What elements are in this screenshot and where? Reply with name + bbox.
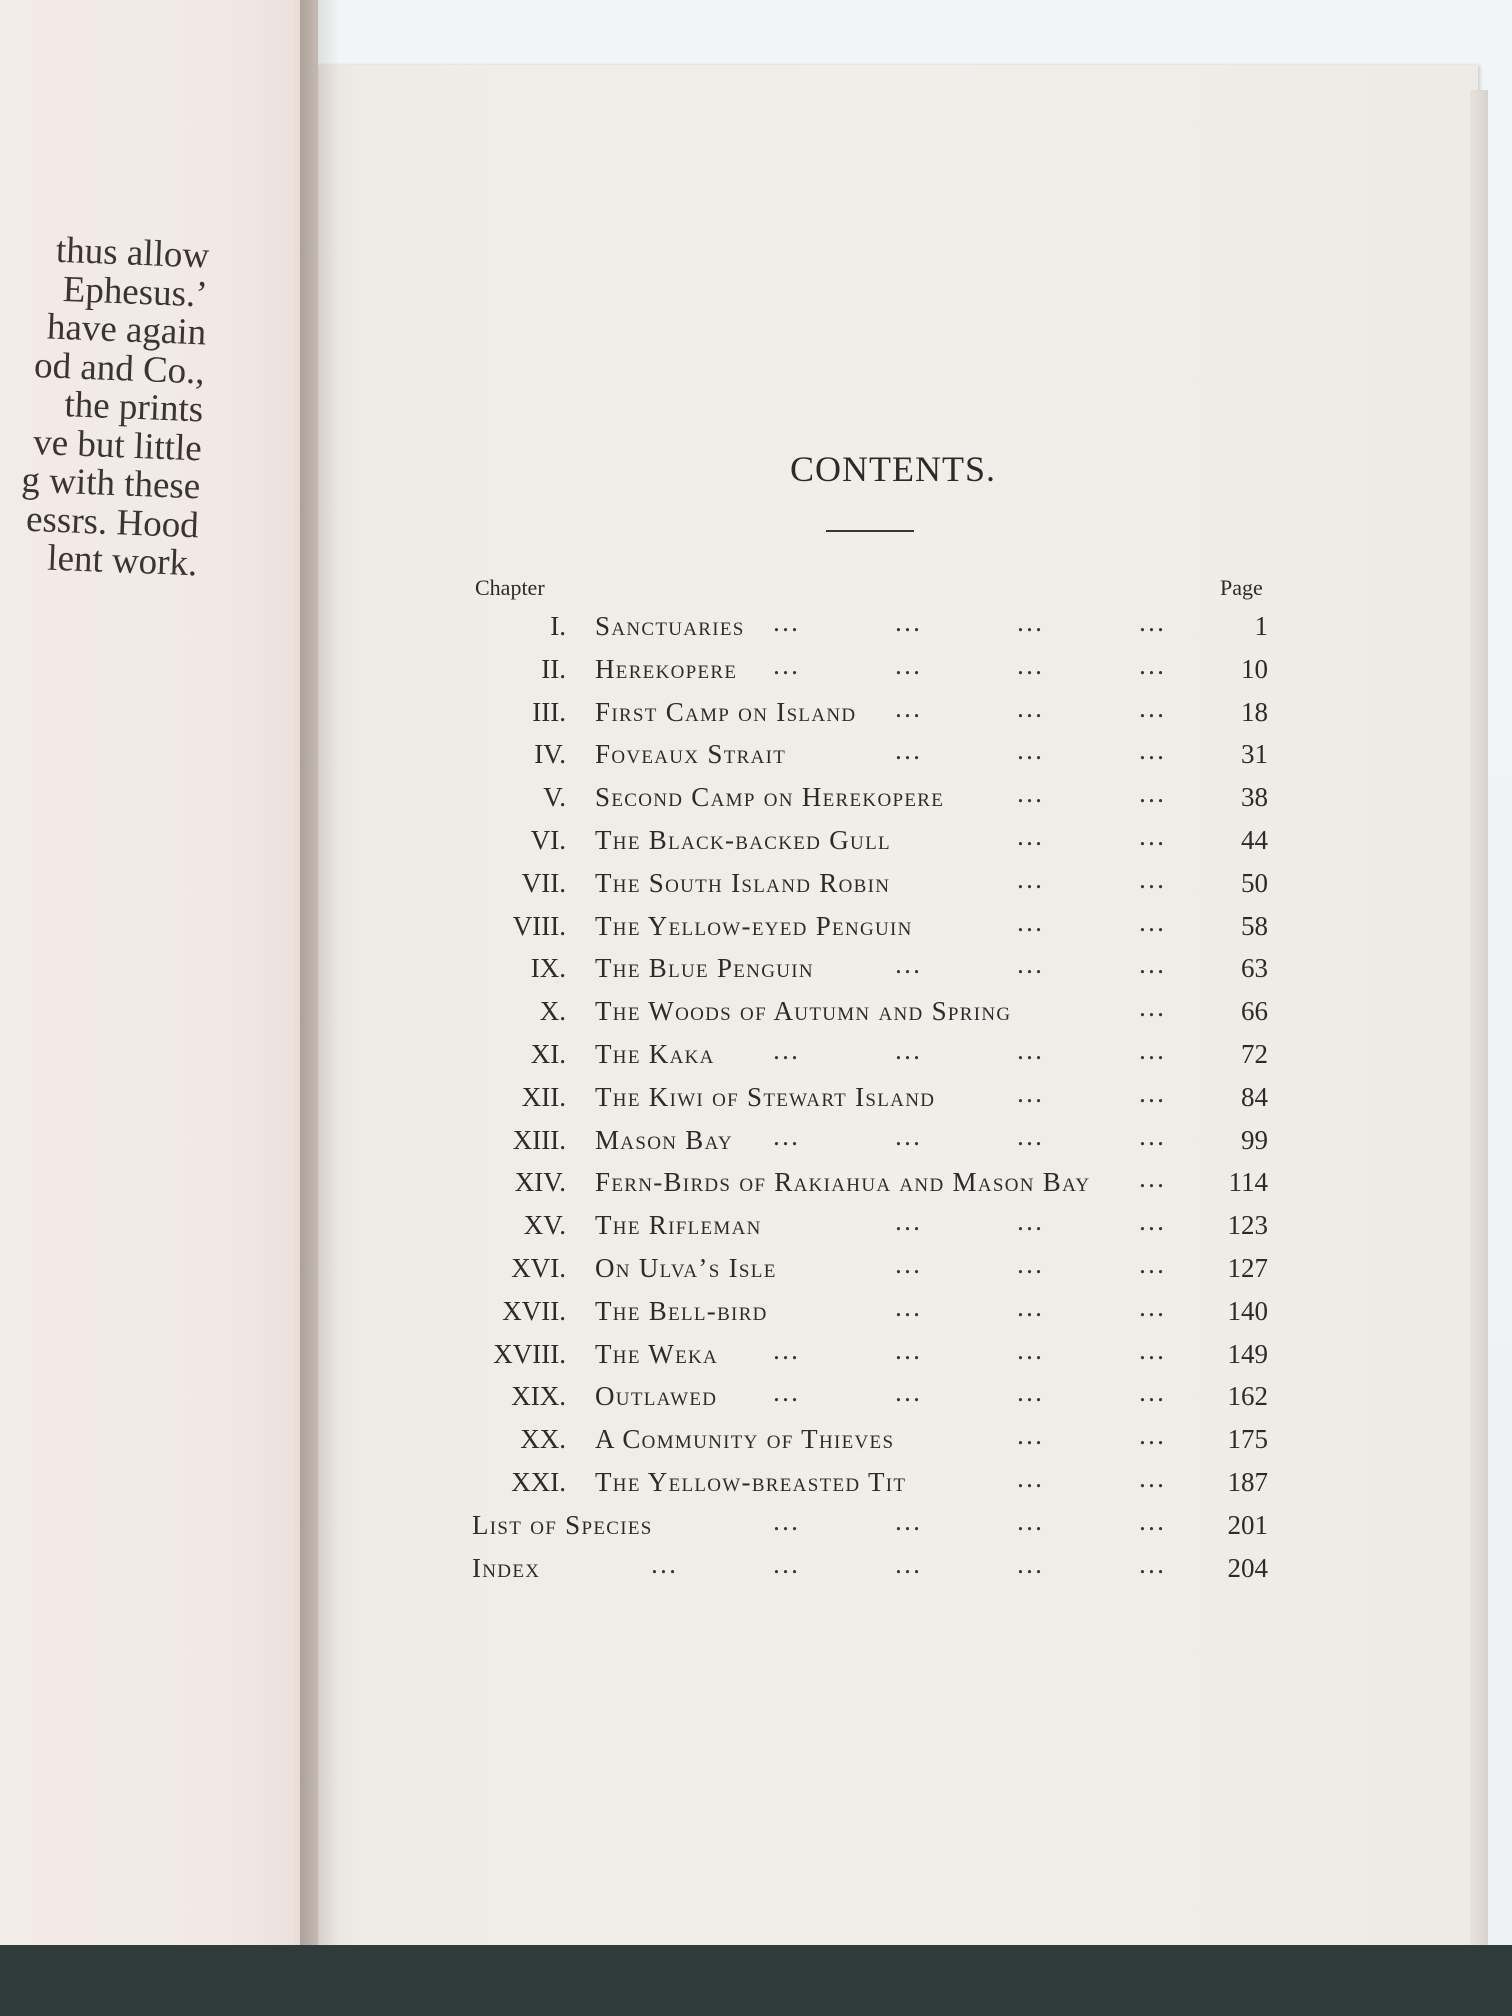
chapter-title: Sanctuaries <box>595 611 745 641</box>
left-page-line: the prints <box>63 384 204 431</box>
toc-entry <box>460 1419 1280 1459</box>
leader-dots: … <box>894 1377 923 1408</box>
chapter-number: XI. <box>530 1039 566 1069</box>
leader-dots: … <box>1016 949 1045 980</box>
chapter-number: X. <box>539 996 566 1027</box>
left-page-line: have again <box>46 306 207 354</box>
page-number: 140 <box>1227 1295 1268 1326</box>
toc-entry <box>460 863 1280 903</box>
leader-dots: … <box>772 607 801 637</box>
chapter-title: The Kiwi of Stewart Island <box>595 1081 936 1112</box>
page-number: 44 <box>1241 825 1268 855</box>
leader-dots: … <box>1138 607 1167 637</box>
chapter-number: XIII. <box>512 1124 566 1155</box>
chapter-title: The Blue Penguin <box>595 953 814 984</box>
leader-dots: … <box>1138 821 1167 851</box>
chapter-title: Second Camp on Herekopere <box>595 782 945 813</box>
chapter-number: VI. <box>530 825 566 855</box>
chapter-title: The Weka <box>595 1338 719 1369</box>
leader-dots: … <box>1138 1206 1167 1237</box>
toc-entry <box>460 991 1280 1031</box>
leader-dots: … <box>894 1206 923 1237</box>
left-page-line: Ephesus.’ <box>62 268 209 316</box>
page-edge <box>1470 90 1488 1945</box>
leader-dots: … <box>894 1035 923 1065</box>
toc-entry <box>460 1505 1280 1545</box>
page-number: 31 <box>1241 739 1268 770</box>
toc-entry <box>460 1248 1280 1288</box>
leader-dots: … <box>894 692 923 723</box>
chapter-number: V. <box>543 782 566 813</box>
chapter-title: The Woods of Autumn and Spring <box>595 996 1012 1027</box>
leader-dots: … <box>894 1548 923 1579</box>
leader-dots: … <box>1138 1334 1167 1365</box>
page-number: 84 <box>1241 1081 1268 1112</box>
leader-dots: … <box>1016 778 1045 809</box>
toc-entry <box>460 1334 1280 1374</box>
chapter-number: XXI. <box>511 1467 566 1497</box>
left-page <box>0 0 318 2016</box>
leader-dots: … <box>1138 735 1167 766</box>
page-number: 1 <box>1254 611 1268 641</box>
leader-dots: … <box>894 649 923 680</box>
leader-dots: … <box>1138 649 1167 680</box>
chapter-number: XII. <box>521 1081 566 1112</box>
chapter-title: List of Species <box>472 1509 653 1540</box>
leader-dots: … <box>1016 863 1045 894</box>
chapter-number: XVII. <box>502 1295 566 1326</box>
leader-dots: … <box>1016 1548 1045 1579</box>
page-column-label: Page <box>1220 575 1263 600</box>
leader-dots: … <box>1016 1120 1045 1151</box>
chapter-number: XVI. <box>511 1253 566 1283</box>
chapter-title: On Ulva’s Isle <box>595 1253 777 1283</box>
left-page-line: g with these <box>20 459 202 508</box>
leader-dots: … <box>1016 1420 1045 1451</box>
page-number: 72 <box>1241 1039 1268 1069</box>
chapter-title: The Bell-bird <box>595 1295 768 1326</box>
leader-dots: … <box>772 1377 801 1408</box>
leader-dots: … <box>772 1120 801 1151</box>
toc-entry <box>460 1077 1280 1117</box>
leader-dots: … <box>1016 692 1045 723</box>
page-number: 38 <box>1241 782 1268 813</box>
chapter-title: Herekopere <box>595 653 738 684</box>
leader-dots: … <box>1138 1035 1167 1065</box>
leader-dots: … <box>1016 906 1045 937</box>
leader-dots: … <box>894 1249 923 1279</box>
leader-dots: … <box>1138 906 1167 937</box>
leader-dots: … <box>1138 1377 1167 1408</box>
leader-dots: … <box>1138 1077 1167 1108</box>
leader-dots: … <box>1016 607 1045 637</box>
toc-entry <box>460 649 1280 689</box>
page-number: 127 <box>1227 1253 1268 1283</box>
toc-entry <box>460 692 1280 732</box>
page-number: 201 <box>1227 1509 1268 1540</box>
left-page-line: ve but little <box>32 421 203 469</box>
leader-dots: … <box>894 1334 923 1365</box>
leader-dots: … <box>1016 1505 1045 1536</box>
page-number: 114 <box>1228 1167 1268 1198</box>
leader-dots: … <box>772 1035 801 1065</box>
page-number: 58 <box>1241 910 1268 941</box>
leader-dots: … <box>894 607 923 637</box>
chapter-number: IX. <box>530 953 566 984</box>
toc-entry <box>460 1462 1280 1502</box>
page-number: 162 <box>1227 1381 1268 1412</box>
chapter-number: XIV. <box>514 1167 566 1198</box>
chapter-number: II. <box>541 653 566 684</box>
leader-dots: … <box>1138 1163 1167 1194</box>
chapter-title: First Camp on Island <box>595 696 857 727</box>
leader-dots: … <box>1138 992 1167 1023</box>
chapter-title: The Yellow-breasted Tit <box>595 1467 907 1497</box>
page-number: 175 <box>1227 1424 1268 1455</box>
toc-entry <box>460 1291 1280 1331</box>
book-cover-bottom <box>0 1945 1512 2016</box>
left-page-line: thus allow <box>55 229 210 277</box>
page-number: 99 <box>1241 1124 1268 1155</box>
toc-entry <box>460 1034 1280 1074</box>
leader-dots: … <box>772 649 801 680</box>
toc-entry <box>460 1376 1280 1416</box>
chapter-column-label: Chapter <box>475 575 545 600</box>
leader-dots: … <box>650 1548 679 1579</box>
leader-dots: … <box>1016 1334 1045 1365</box>
leader-dots: … <box>1016 1249 1045 1279</box>
toc-entry <box>460 777 1280 817</box>
leader-dots: … <box>772 1334 801 1365</box>
chapter-number: I. <box>550 611 566 641</box>
chapter-title: The Black-backed Gull <box>595 825 891 855</box>
leader-dots: … <box>894 735 923 766</box>
leader-dots: … <box>1138 1505 1167 1536</box>
spine-shadow <box>300 0 340 2016</box>
chapter-number: XVIII. <box>493 1338 566 1369</box>
leader-dots: … <box>894 1291 923 1322</box>
toc-entry <box>460 1162 1280 1202</box>
left-page-line: essrs. Hood <box>25 498 200 546</box>
leader-dots: … <box>1016 1291 1045 1322</box>
leader-dots: … <box>1138 949 1167 980</box>
page-number: 66 <box>1241 996 1268 1027</box>
chapter-number: XX. <box>520 1424 566 1455</box>
leader-dots: … <box>894 1120 923 1151</box>
left-page-text <box>0 228 210 584</box>
left-page-line: lent work. <box>46 537 199 585</box>
toc-entry <box>460 606 1280 646</box>
chapter-title: The Yellow-eyed Penguin <box>595 910 913 941</box>
contents-title: CONTENTS. <box>790 449 996 489</box>
chapter-title: The Rifleman <box>595 1210 762 1241</box>
toc-entry <box>460 820 1280 860</box>
page-number: 187 <box>1227 1467 1268 1497</box>
leader-dots: … <box>1016 1206 1045 1237</box>
leader-dots: … <box>1016 735 1045 766</box>
toc-entry <box>460 1205 1280 1245</box>
leader-dots: … <box>1016 1077 1045 1108</box>
page-number: 123 <box>1227 1210 1268 1241</box>
chapter-number: VIII. <box>512 910 566 941</box>
leader-dots: … <box>1016 649 1045 680</box>
chapter-title: Fern-Birds of Rakiahua and Mason Bay <box>595 1167 1091 1198</box>
chapter-title: The South Island Robin <box>595 867 891 898</box>
page-number: 149 <box>1227 1338 1268 1369</box>
page-number: 10 <box>1241 653 1268 684</box>
leader-dots: … <box>1138 1120 1167 1151</box>
chapter-number: XV. <box>523 1210 566 1241</box>
toc-entry <box>460 906 1280 946</box>
leader-dots: … <box>1138 863 1167 894</box>
toc-entry <box>460 1120 1280 1160</box>
chapter-number: XIX. <box>511 1381 566 1412</box>
chapter-title: Mason Bay <box>595 1124 733 1155</box>
leader-dots: … <box>1016 821 1045 851</box>
chapter-number: III. <box>532 696 566 727</box>
left-page-line: od and Co., <box>33 344 206 392</box>
leader-dots: … <box>772 1505 801 1536</box>
leader-dots: … <box>894 1505 923 1536</box>
leader-dots: … <box>1138 1249 1167 1279</box>
chapter-title: Foveaux Strait <box>595 739 787 770</box>
page-number: 63 <box>1241 953 1268 984</box>
page-number: 18 <box>1241 696 1268 727</box>
leader-dots: … <box>1138 778 1167 809</box>
page-number: 50 <box>1241 867 1268 898</box>
toc-entry <box>460 948 1280 988</box>
leader-dots: … <box>1138 1420 1167 1451</box>
chapter-title: The Kaka <box>595 1039 715 1069</box>
toc-entry <box>460 734 1280 774</box>
page-number: 204 <box>1227 1552 1268 1583</box>
chapter-title: A Community of Thieves <box>595 1424 895 1455</box>
leader-dots: … <box>772 1548 801 1579</box>
title-rule <box>826 530 914 532</box>
leader-dots: … <box>1016 1463 1045 1493</box>
toc-entry <box>460 1548 1280 1588</box>
leader-dots: … <box>1138 1291 1167 1322</box>
chapter-title: Outlawed <box>595 1381 718 1412</box>
leader-dots: … <box>1138 692 1167 723</box>
leader-dots: … <box>1016 1377 1045 1408</box>
chapter-number: VII. <box>521 867 566 898</box>
leader-dots: … <box>1016 1035 1045 1065</box>
chapter-title: Index <box>472 1552 541 1583</box>
leader-dots: … <box>1138 1548 1167 1579</box>
chapter-number: IV. <box>534 739 566 770</box>
leader-dots: … <box>894 949 923 980</box>
leader-dots: … <box>1138 1463 1167 1493</box>
